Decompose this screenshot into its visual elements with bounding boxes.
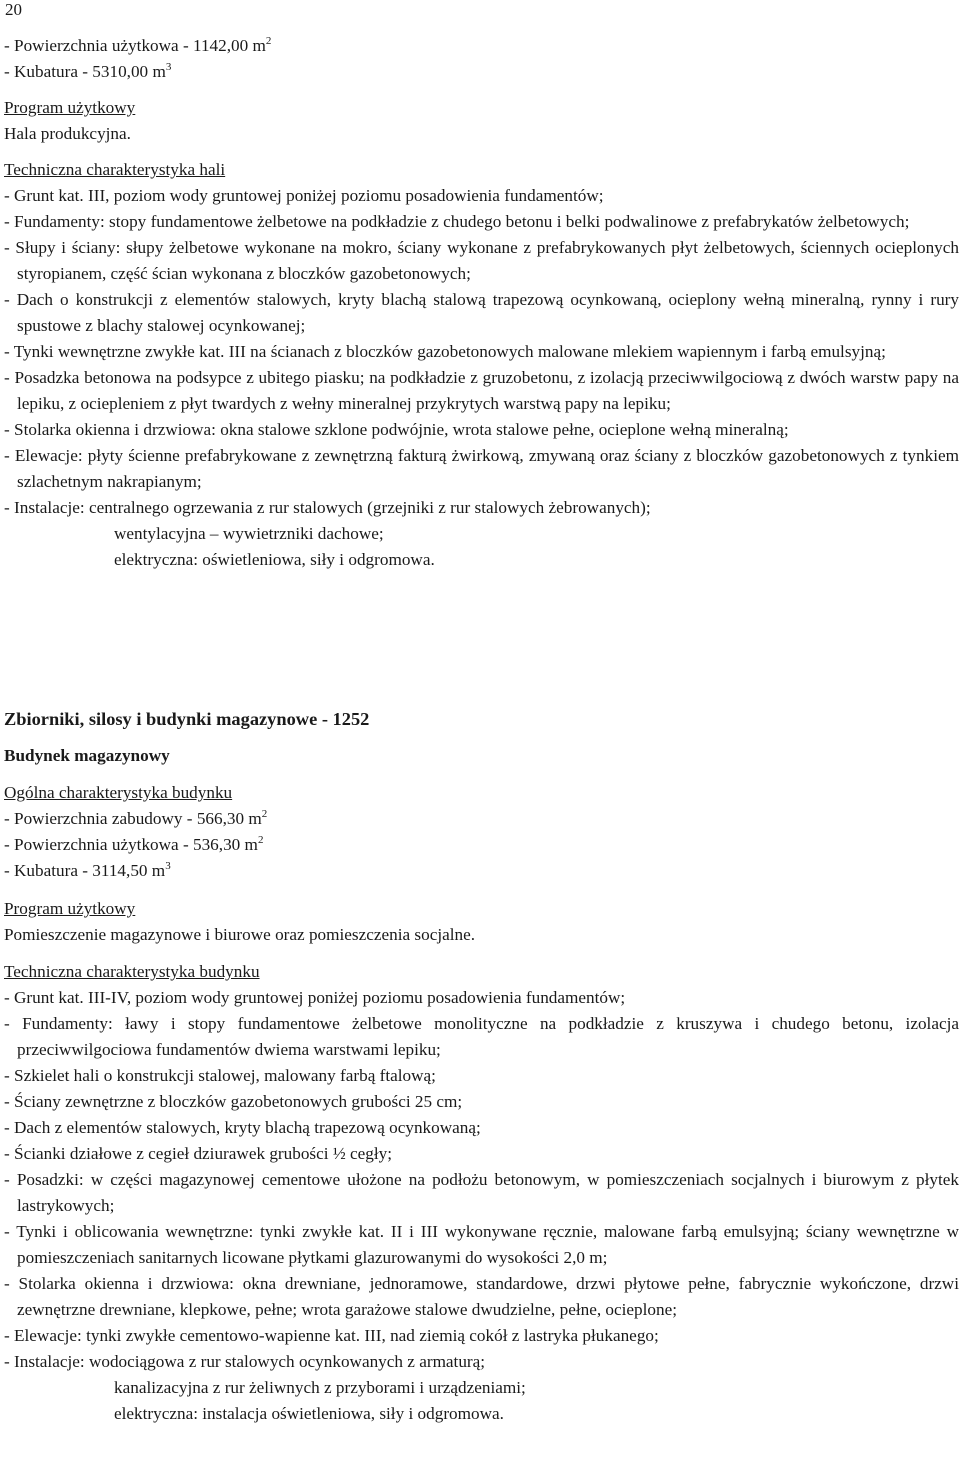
warehouse-title: Budynek magazynowy bbox=[4, 746, 170, 765]
warehouse-program-heading: Program użytkowy bbox=[4, 899, 136, 918]
page-number: 20 bbox=[5, 0, 22, 19]
hall-program bbox=[4, 95, 959, 147]
warehouse-tech-item: - Stolarka okienna i drzwiowa: okna drewniane, jednoramowe, standardowe, drzwi płytowe pełne, fabrycznie wykończone, drzwi zewnętrzne drewniane, klepkowe, pełne; wrota garażowe stalowe dwudzielne, pełne, ocieplone; bbox=[4, 1274, 959, 1319]
hall-tech-item: - Słupy i ściany: słupy żelbetowe wykonane na mokro, ściany wykonane z prefabrykowanych płyt żelbetowych, ściennych ocieplonych styropianem, część ścian wykonana z bloczków gazobetonowych; bbox=[4, 238, 959, 283]
warehouse-built-area: - Powierzchnia zabudowy - 566,30 $m^2$ bbox=[4, 808, 268, 828]
warehouse-tech bbox=[4, 959, 959, 1427]
section-title: Zbiorniki, silosy i budynki magazynowe - 1252 bbox=[4, 709, 370, 729]
hall-tech-item: - Tynki wewnętrzne zwykłe kat. III na ścianach z bloczków gazobetonowych malowane mlekiem wapiennym i farbą emulsyjną; bbox=[4, 342, 886, 361]
hall-tech-item: - Stolarka okienna i drzwiowa: okna stalowe szklone podwójnie, wrota stalowe pełne, ocieplone wełną mineralną; bbox=[4, 420, 789, 439]
warehouse-tech-item: - Tynki i oblicowania wewnętrzne: tynki zwykłe kat. II i III wykonywane ręcznie, malowane farbą emulsyjną; ściany wewnętrzne w pomieszczeniach sanitarnych licowane płytkami glazurowanymi do wysokości 2,0 m; bbox=[4, 1222, 959, 1267]
warehouse-install-continuation: kanalizacyjna z rur żeliwnych z przyborami i urządzeniami; bbox=[114, 1378, 526, 1397]
warehouse-volume: - Kubatura - 3114,50 $m^3$ bbox=[4, 860, 171, 880]
hall-install-continuation: elektryczna: oświetleniowa, siły i odgromowa. bbox=[114, 550, 435, 569]
warehouse-tech-heading: Techniczna charakterystyka budynku bbox=[4, 962, 260, 981]
warehouse-tech-item: - Fundamenty: ławy i stopy fundamentowe żelbetowe monolityczne na podkładzie z kruszywa i chudego betonu, izolacja przeciwwilgociowa fundamentów dwiema warstwami lepiku; bbox=[4, 1014, 959, 1059]
hall-tech-item: - Instalacje: centralnego ogrzewania z rur stalowych (grzejniki z rur stalowych żebrowanych); bbox=[4, 498, 651, 517]
warehouse-install-continuation: elektryczna: instalacja oświetleniowa, siły i odgromowa. bbox=[114, 1404, 504, 1423]
warehouse-tech-item: - Instalacje: wodociągowa z rur stalowych ocynkowanych z armaturą; bbox=[4, 1352, 486, 1371]
warehouse-usable-area: - Powierzchnia użytkowa - 536,30 $m^2$ bbox=[4, 834, 264, 854]
hall-tech-item: - Dach o konstrukcji z elementów stalowych, kryty blachą stalową trapezową ocynkowaną, ocieplony wełną mineralną, rynny i rury spustowe z blachy stalowej ocynkowanej; bbox=[4, 290, 959, 335]
hall-tech bbox=[4, 157, 959, 573]
hall-program-text: Hala produkcyjna. bbox=[4, 124, 131, 143]
warehouse-tech-item: - Szkielet hali o konstrukcji stalowej, malowany farbą ftalową; bbox=[4, 1066, 436, 1085]
hall-program-heading: Program użytkowy bbox=[4, 98, 136, 117]
warehouse-tech-item: - Grunt kat. III-IV, poziom wody gruntowej poniżej poziomu posadowienia fundamentów; bbox=[4, 988, 626, 1007]
warehouse-tech-item: - Ściany zewnętrzne z bloczków gazobetonowych grubości 25 cm; bbox=[4, 1092, 463, 1111]
warehouse-general bbox=[4, 780, 959, 884]
warehouse-program bbox=[4, 896, 959, 948]
hall-tech-item: - Posadzka betonowa na podsypce z ubitego piasku; na podkładzie z gruzobetonu, z izolacją przeciwwilgociową z dwóch warstw papy na lepiku, z ociepleniem z płyt twardych z wełny mineralnej przykrytych warstwą papy na lepiku; bbox=[4, 368, 959, 413]
hall-tech-item: - Fundamenty: stopy fundamentowe żelbetowe na podkładzie z chudego betonu i belki podwalinowe z prefabrykatów żelbetowych; bbox=[4, 212, 910, 231]
hall-tech-item: - Elewacje: płyty ścienne prefabrykowane z zewnętrzną fakturą żwirkową, zmywaną oraz ściany z bloczków gazobetonowych z tynkiem szlachetnym nakrapianym; bbox=[4, 446, 959, 491]
hall-tech-item: - Grunt kat. III, poziom wody gruntowej poniżej poziomu posadowienia fundamentów; bbox=[4, 186, 604, 205]
warehouse-tech-item: - Dach z elementów stalowych, kryty blachą trapezową ocynkowaną; bbox=[4, 1118, 481, 1137]
warehouse-tech-item: - Posadzki: w części magazynowej cementowe ułożone na podłożu betonowym, w pomieszczeniach socjalnych i biurowym z płytek lastrykowych; bbox=[4, 1170, 959, 1215]
hall-usable-area: - Powierzchnia użytkowa - 1142,00 $m^2$ bbox=[4, 35, 272, 55]
hall-metrics bbox=[4, 33, 959, 85]
warehouse-general-heading: Ogólna charakterystyka budynku bbox=[4, 783, 233, 802]
warehouse-tech-item: - Elewacje: tynki zwykłe cementowo-wapienne kat. III, nad ziemią cokół z lastryka płukanego; bbox=[4, 1326, 659, 1345]
warehouse-program-text: Pomieszczenie magazynowe i biurowe oraz pomieszczenia socjalne. bbox=[4, 925, 476, 944]
hall-install-continuation: wentylacyjna – wywietrzniki dachowe; bbox=[114, 524, 384, 543]
warehouse-tech-item: - Ścianki działowe z cegieł dziurawek grubości ½ cegły; bbox=[4, 1144, 393, 1163]
hall-volume: - Kubatura - 5310,00 $m^3$ bbox=[4, 61, 172, 81]
hall-tech-heading: Techniczna charakterystyka hali bbox=[4, 160, 226, 179]
